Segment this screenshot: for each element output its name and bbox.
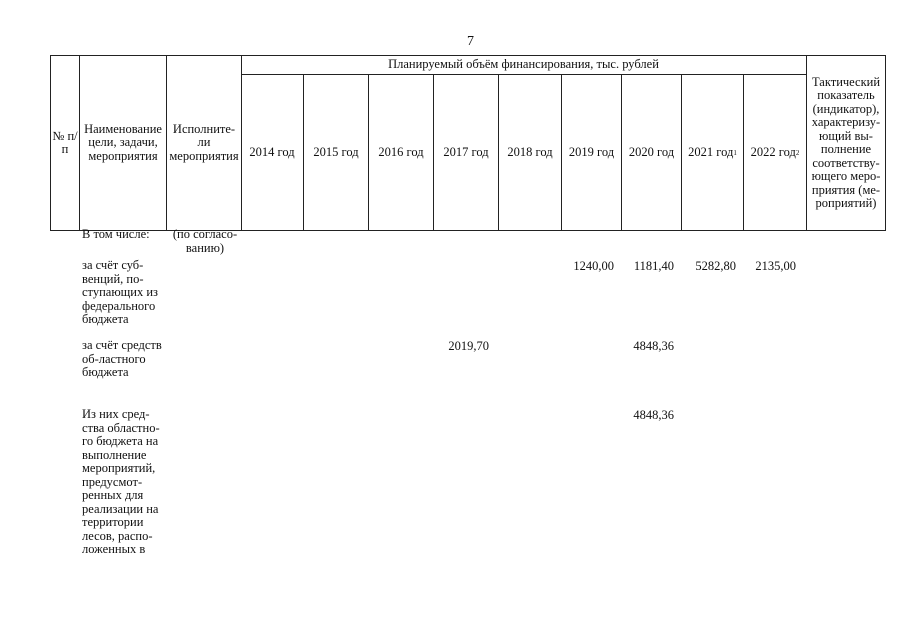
header-year-2017: 2017 год xyxy=(443,144,489,159)
row-name-regional-budget: за счёт средств об-ластного бюджета xyxy=(82,338,162,379)
header-number: № п/п xyxy=(52,128,78,156)
header-year-2019: 2019 год xyxy=(568,144,615,159)
row-executors-note: (по согласо-ванию) xyxy=(172,227,238,255)
header-year-2020: 2020 год xyxy=(628,144,675,159)
row-name-including: В том числе: xyxy=(82,227,150,241)
value-federal-2021: 5282,80 xyxy=(695,259,736,273)
header-year-2022-label: 2022 год xyxy=(750,144,796,159)
page-number: 7 xyxy=(467,34,474,49)
header-indicator: Тактический показатель (индикатор), характеризу-ющий вы-полнение соответству-ющего меро-приятия (ме-роприятий) xyxy=(811,74,881,210)
header-executors: Исполните-ли мероприятия xyxy=(169,121,239,163)
header-year-2021-label: 2021 год xyxy=(688,144,734,159)
row-name-of-which-regional-forests: Из них сред-ства областно-го бюджета на выполнение мероприятий, предусмот-ренных для реализации на территории лесов, распо-ложенных в xyxy=(82,407,160,556)
value-regional-2020: 4848,36 xyxy=(633,339,674,353)
header-year-2014: 2014 год xyxy=(249,144,295,159)
header-year-2021: 2021 год 1 xyxy=(688,144,737,159)
value-forests-2020: 4848,36 xyxy=(633,408,674,422)
row-name-federal-subventions: за счёт суб-венций, по-ступающих из федерального бюджета xyxy=(82,258,158,326)
header-year-2022: 2022 год 2 xyxy=(750,144,800,159)
value-federal-2020: 1181,40 xyxy=(633,259,674,273)
value-federal-2019: 1240,00 xyxy=(573,259,614,273)
table-header xyxy=(50,55,886,231)
value-federal-2022: 2135,00 xyxy=(755,259,796,273)
header-name: Наименование цели, задачи, мероприятия xyxy=(84,121,162,163)
header-year-2016: 2016 год xyxy=(378,144,424,159)
header-year-2015: 2015 год xyxy=(313,144,359,159)
header-financing-title: Планируемый объём финансирования, тыс. рублей xyxy=(388,57,659,72)
value-regional-2017: 2019,70 xyxy=(448,339,489,353)
header-year-2018: 2018 год xyxy=(507,144,553,159)
